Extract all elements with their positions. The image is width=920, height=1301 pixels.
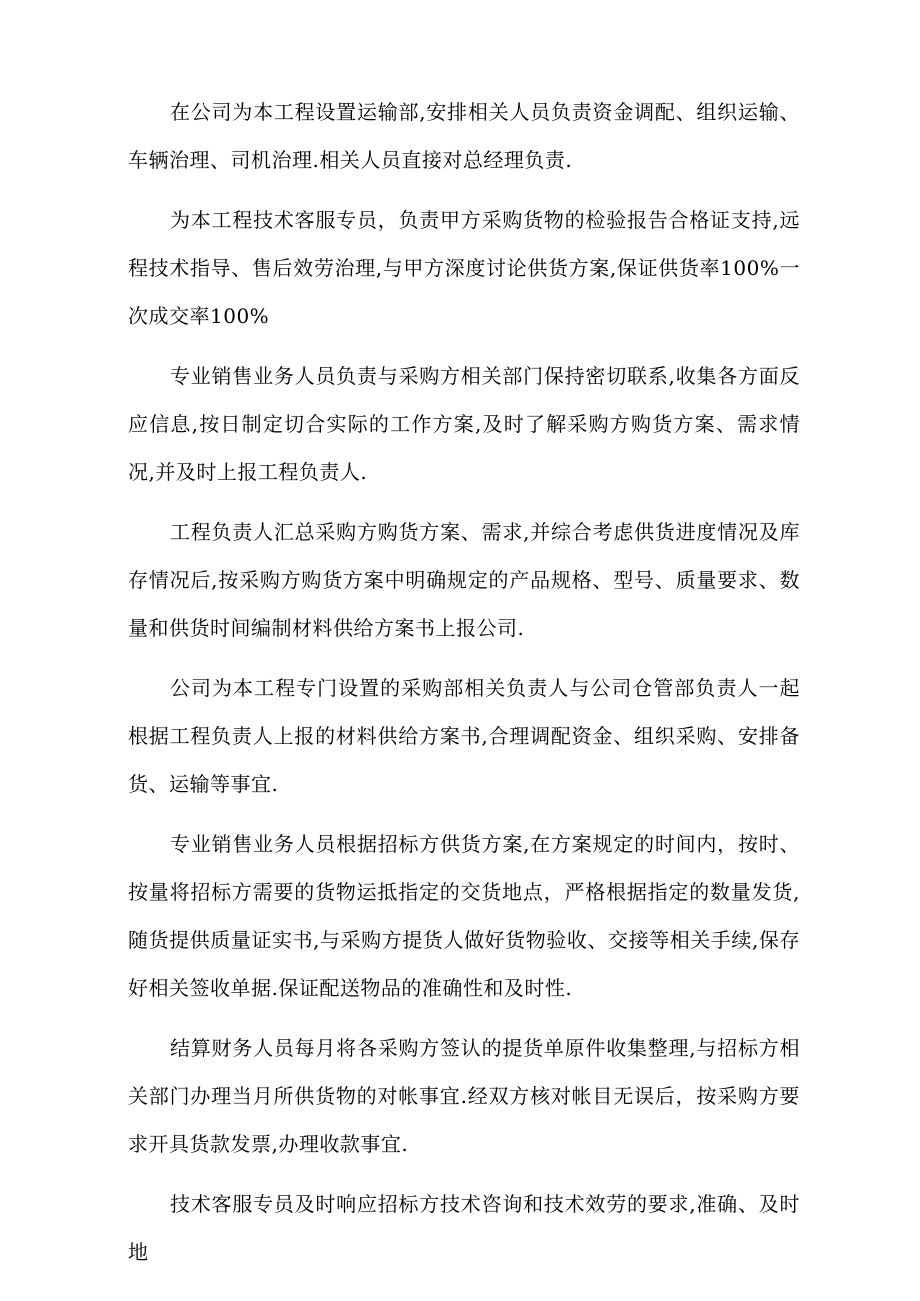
paragraph-settlement: 结算财务人员每月将各采购方签认的提货单原件收集整理,与招标方相关部门办理当月所供货物的对帐事宜.经双方核对帐目无误后，按采购方要求开具货款发票,办理收款事宜.: [128, 1036, 800, 1156]
paragraph-sales-liaison: 专业销售业务人员负责与采购方相关部门保持密切联系,收集各方面反应信息,按日制定切合实际的工作方案,及时了解采购方购货方案、需求情况,并及时上报工程负责人.: [128, 364, 800, 484]
paragraph-transport-department: 在公司为本工程设置运输部,安排相关人员负责资金调配、组织运输、车辆治理、司机治理.相关人员直接对总经理负责.: [128, 100, 800, 172]
paragraph-technical-support: 为本工程技术客服专员，负责甲方采购货物的检验报告合格证支持,远程技术指导、售后效劳治理,与甲方深度讨论供货方案,保证供货率100%一次成交率100%: [128, 208, 800, 328]
paragraph-project-manager: 工程负责人汇总采购方购货方案、需求,并综合考虑供货进度情况及库存情况后,按采购方购货方案中明确规定的产品规格、型号、质量要求、数量和供货时间编制材料供给方案书上报公司.: [128, 520, 800, 640]
paragraph-technical-response: 技术客服专员及时响应招标方技术咨询和技术效劳的要求,准确、及时地: [128, 1192, 800, 1264]
document-body: [128, 88, 800, 1288]
paragraph-procurement: 公司为本工程专门设置的采购部相关负责人与公司仓管部负责人一起根据工程负责人上报的材料供给方案书,合理调配资金、组织采购、安排备货、运输等事宜.: [128, 676, 800, 796]
paragraph-delivery: 专业销售业务人员根据招标方供货方案,在方案规定的时间内，按时、按量将招标方需要的货物运抵指定的交货地点，严格根据指定的数量发货,随货提供质量证实书,与采购方提货人做好货物验收、交接等相关手续,保存好相关签收单据.保证配送物品的准确性和及时性.: [128, 832, 800, 1000]
